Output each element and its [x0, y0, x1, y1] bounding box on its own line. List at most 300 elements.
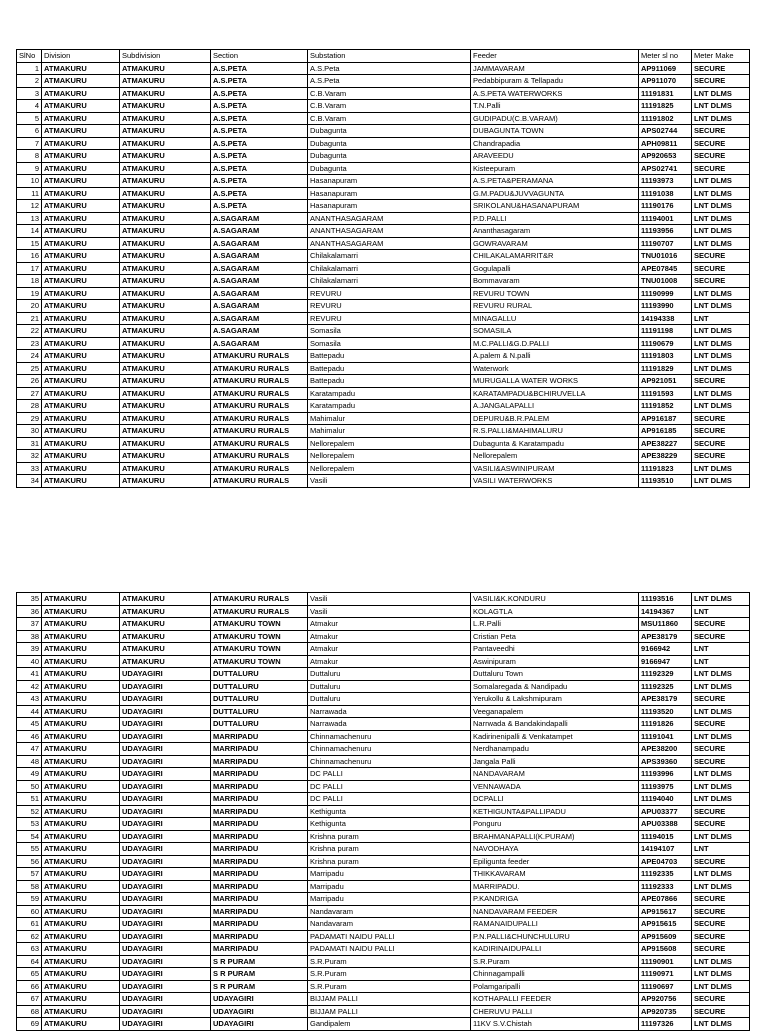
cell-meter-make: SECURE — [692, 375, 750, 388]
cell-feeder: Chandrapadia — [471, 137, 639, 150]
cell-section: UDAYAGIRI — [211, 1005, 308, 1018]
cell-feeder: T.N.Palli — [471, 100, 639, 113]
cell-feeder: Dubagunta & Karatampadu — [471, 437, 639, 450]
cell-feeder: KARATAMPADU&BCHIRUVELLA — [471, 387, 639, 400]
cell-meter-make: LNT — [692, 643, 750, 656]
cell-meter-sl-no: AP916185 — [639, 425, 692, 438]
cell-meter-sl-no: 11190176 — [639, 200, 692, 213]
cell-meter-make: SECURE — [692, 450, 750, 463]
cell-division: ATMAKURU — [42, 768, 120, 781]
cell-slno: 34 — [17, 475, 42, 488]
cell-meter-make: LNT DLMS — [692, 300, 750, 313]
cell-meter-make: LNT DLMS — [692, 112, 750, 125]
cell-meter-sl-no: 14194367 — [639, 605, 692, 618]
cell-subdivision: ATMAKURU — [120, 237, 211, 250]
cell-meter-make: SECURE — [692, 150, 750, 163]
meter-table-part-2 — [16, 592, 750, 1031]
table-row — [17, 668, 750, 681]
cell-subdivision: UDAYAGIRI — [120, 718, 211, 731]
cell-meter-sl-no: APU03388 — [639, 818, 692, 831]
cell-subdivision: ATMAKURU — [120, 450, 211, 463]
cell-division: ATMAKURU — [42, 830, 120, 843]
cell-subdivision: ATMAKURU — [120, 350, 211, 363]
cell-division: ATMAKURU — [42, 250, 120, 263]
cell-feeder: Pedabbipuram & Tellapadu — [471, 75, 639, 88]
cell-meter-make: SECURE — [692, 893, 750, 906]
table-row — [17, 918, 750, 931]
cell-subdivision: ATMAKURU — [120, 605, 211, 618]
cell-meter-make: SECURE — [692, 743, 750, 756]
cell-slno: 10 — [17, 175, 42, 188]
cell-feeder: NAVODHAYA — [471, 843, 639, 856]
cell-subdivision: ATMAKURU — [120, 312, 211, 325]
cell-feeder: VENNAWADA — [471, 780, 639, 793]
cell-division: ATMAKURU — [42, 237, 120, 250]
cell-section: A.S.PETA — [211, 150, 308, 163]
cell-meter-sl-no: APU03377 — [639, 805, 692, 818]
table-row — [17, 175, 750, 188]
cell-meter-sl-no: 11193520 — [639, 705, 692, 718]
cell-division: ATMAKURU — [42, 312, 120, 325]
cell-slno: 28 — [17, 400, 42, 413]
cell-meter-sl-no: APE38179 — [639, 693, 692, 706]
cell-section: ATMAKURU RURALS — [211, 362, 308, 375]
table-row — [17, 62, 750, 75]
cell-division: ATMAKURU — [42, 655, 120, 668]
cell-subdivision: ATMAKURU — [120, 150, 211, 163]
cell-slno: 39 — [17, 643, 42, 656]
cell-meter-sl-no: 11190901 — [639, 955, 692, 968]
cell-division: ATMAKURU — [42, 325, 120, 338]
cell-meter-sl-no: TNU01008 — [639, 275, 692, 288]
table-row — [17, 893, 750, 906]
cell-substation: Marripadu — [308, 880, 471, 893]
cell-slno: 30 — [17, 425, 42, 438]
table-row — [17, 980, 750, 993]
cell-subdivision: ATMAKURU — [120, 112, 211, 125]
cell-subdivision: ATMAKURU — [120, 175, 211, 188]
table-row — [17, 287, 750, 300]
cell-division: ATMAKURU — [42, 793, 120, 806]
cell-meter-make: SECURE — [692, 993, 750, 1006]
cell-subdivision: ATMAKURU — [120, 100, 211, 113]
cell-feeder: VASILI WATERWORKS — [471, 475, 639, 488]
cell-meter-sl-no: 11191198 — [639, 325, 692, 338]
cell-division: ATMAKURU — [42, 150, 120, 163]
cell-section: A.S.PETA — [211, 175, 308, 188]
cell-meter-sl-no: APE38227 — [639, 437, 692, 450]
cell-subdivision: ATMAKURU — [120, 250, 211, 263]
cell-meter-sl-no: AP921051 — [639, 375, 692, 388]
cell-section: ATMAKURU RURALS — [211, 593, 308, 606]
cell-section: MARRIPADU — [211, 780, 308, 793]
cell-section: MARRIPADU — [211, 768, 308, 781]
cell-slno: 13 — [17, 212, 42, 225]
cell-division: ATMAKURU — [42, 918, 120, 931]
cell-feeder: P.KANDRIGA — [471, 893, 639, 906]
cell-subdivision: ATMAKURU — [120, 162, 211, 175]
cell-division: ATMAKURU — [42, 400, 120, 413]
cell-division: ATMAKURU — [42, 475, 120, 488]
cell-meter-sl-no: 11191593 — [639, 387, 692, 400]
cell-subdivision: UDAYAGIRI — [120, 918, 211, 931]
cell-meter-make: SECURE — [692, 693, 750, 706]
cell-meter-make: LNT DLMS — [692, 680, 750, 693]
cell-slno: 33 — [17, 462, 42, 475]
cell-substation: S.R.Puram — [308, 980, 471, 993]
table-row — [17, 300, 750, 313]
cell-subdivision: ATMAKURU — [120, 425, 211, 438]
cell-division: ATMAKURU — [42, 187, 120, 200]
cell-substation: Hasanapuram — [308, 187, 471, 200]
cell-slno: 50 — [17, 780, 42, 793]
cell-meter-make: SECURE — [692, 718, 750, 731]
cell-division: ATMAKURU — [42, 868, 120, 881]
cell-subdivision: UDAYAGIRI — [120, 793, 211, 806]
cell-meter-sl-no: APE04703 — [639, 855, 692, 868]
cell-subdivision: ATMAKURU — [120, 287, 211, 300]
table-row — [17, 125, 750, 138]
cell-slno: 59 — [17, 893, 42, 906]
cell-feeder: KETHIGUNTA&PALLIPADU — [471, 805, 639, 818]
cell-substation: Krishna puram — [308, 855, 471, 868]
cell-meter-make: LNT DLMS — [692, 337, 750, 350]
table-row — [17, 112, 750, 125]
cell-meter-make: LNT DLMS — [692, 400, 750, 413]
cell-slno: 66 — [17, 980, 42, 993]
cell-slno: 60 — [17, 905, 42, 918]
cell-section: A.SAGARAM — [211, 262, 308, 275]
cell-section: ATMAKURU RURALS — [211, 350, 308, 363]
cell-section: MARRIPADU — [211, 730, 308, 743]
cell-substation: PADAMATI NAIDU PALLI — [308, 930, 471, 943]
cell-feeder: GUDIPADU(C.B.VARAM) — [471, 112, 639, 125]
cell-meter-make: LNT — [692, 605, 750, 618]
cell-subdivision: UDAYAGIRI — [120, 993, 211, 1006]
cell-slno: 6 — [17, 125, 42, 138]
cell-slno: 17 — [17, 262, 42, 275]
cell-division: ATMAKURU — [42, 425, 120, 438]
cell-slno: 20 — [17, 300, 42, 313]
cell-slno: 53 — [17, 818, 42, 831]
cell-meter-make: LNT DLMS — [692, 350, 750, 363]
cell-feeder: Gogulapalli — [471, 262, 639, 275]
cell-section: MARRIPADU — [211, 943, 308, 956]
cell-division: ATMAKURU — [42, 705, 120, 718]
cell-section: A.S.PETA — [211, 200, 308, 213]
cell-subdivision: ATMAKURU — [120, 437, 211, 450]
cell-substation: Gandipalem — [308, 1018, 471, 1031]
table-body-part-1 — [17, 62, 750, 487]
cell-subdivision: UDAYAGIRI — [120, 693, 211, 706]
cell-meter-sl-no: 11190971 — [639, 968, 692, 981]
cell-subdivision: ATMAKURU — [120, 655, 211, 668]
meter-table-part-1 — [16, 49, 750, 488]
cell-substation: Vasili — [308, 475, 471, 488]
cell-division: ATMAKURU — [42, 818, 120, 831]
cell-subdivision: ATMAKURU — [120, 275, 211, 288]
cell-meter-sl-no: 11191829 — [639, 362, 692, 375]
table-row — [17, 262, 750, 275]
cell-section: A.SAGARAM — [211, 312, 308, 325]
cell-meter-make: LNT DLMS — [692, 387, 750, 400]
table-row — [17, 412, 750, 425]
cell-slno: 51 — [17, 793, 42, 806]
cell-meter-make: SECURE — [692, 262, 750, 275]
cell-slno: 18 — [17, 275, 42, 288]
cell-division: ATMAKURU — [42, 75, 120, 88]
cell-meter-sl-no: 11193516 — [639, 593, 692, 606]
table-row — [17, 225, 750, 238]
cell-substation: Battepadu — [308, 375, 471, 388]
table-row — [17, 162, 750, 175]
cell-substation: REVURU — [308, 312, 471, 325]
cell-slno: 55 — [17, 843, 42, 856]
cell-division: ATMAKURU — [42, 375, 120, 388]
table-row — [17, 730, 750, 743]
cell-subdivision: UDAYAGIRI — [120, 680, 211, 693]
cell-feeder: SRIKOLANU&HASANAPURAM — [471, 200, 639, 213]
cell-subdivision: ATMAKURU — [120, 337, 211, 350]
cell-substation: Hasanapuram — [308, 200, 471, 213]
cell-substation: Chinnamachenuru — [308, 755, 471, 768]
cell-meter-sl-no: 11193990 — [639, 300, 692, 313]
cell-subdivision: UDAYAGIRI — [120, 843, 211, 856]
cell-feeder: M.C.PALLI&G.D.PALLI — [471, 337, 639, 350]
cell-meter-make: LNT DLMS — [692, 780, 750, 793]
cell-subdivision: ATMAKURU — [120, 200, 211, 213]
cell-slno: 52 — [17, 805, 42, 818]
cell-division: ATMAKURU — [42, 680, 120, 693]
cell-meter-sl-no: APE38179 — [639, 630, 692, 643]
cell-section: MARRIPADU — [211, 918, 308, 931]
cell-meter-sl-no: 11190679 — [639, 337, 692, 350]
cell-subdivision: UDAYAGIRI — [120, 968, 211, 981]
cell-subdivision: ATMAKURU — [120, 187, 211, 200]
cell-division: ATMAKURU — [42, 212, 120, 225]
header-substation: Substation — [308, 50, 471, 63]
cell-meter-make: SECURE — [692, 125, 750, 138]
cell-substation: Narrawada — [308, 718, 471, 731]
cell-meter-sl-no: 11194001 — [639, 212, 692, 225]
cell-section: A.SAGARAM — [211, 337, 308, 350]
cell-feeder: KOLAGTLA — [471, 605, 639, 618]
cell-section: A.S.PETA — [211, 62, 308, 75]
cell-substation: Somasila — [308, 337, 471, 350]
cell-section: ATMAKURU RURALS — [211, 462, 308, 475]
cell-section: UDAYAGIRI — [211, 993, 308, 1006]
cell-feeder: L.R.Palli — [471, 618, 639, 631]
table-row — [17, 643, 750, 656]
cell-subdivision: ATMAKURU — [120, 375, 211, 388]
cell-meter-sl-no: APS39360 — [639, 755, 692, 768]
cell-division: ATMAKURU — [42, 175, 120, 188]
cell-division: ATMAKURU — [42, 200, 120, 213]
cell-section: ATMAKURU RURALS — [211, 425, 308, 438]
table-row — [17, 743, 750, 756]
cell-slno: 49 — [17, 768, 42, 781]
cell-division: ATMAKURU — [42, 880, 120, 893]
cell-division: ATMAKURU — [42, 630, 120, 643]
cell-section: DUTTALURU — [211, 693, 308, 706]
cell-meter-sl-no: 11191826 — [639, 718, 692, 731]
cell-feeder: Polamgaripalli — [471, 980, 639, 993]
cell-section: ATMAKURU TOWN — [211, 618, 308, 631]
header-row — [17, 50, 750, 63]
cell-meter-make: SECURE — [692, 943, 750, 956]
cell-meter-sl-no: AP920756 — [639, 993, 692, 1006]
cell-feeder: REVURU RURAL — [471, 300, 639, 313]
table-row — [17, 387, 750, 400]
cell-substation: Narrawada — [308, 705, 471, 718]
cell-feeder: S.R.Puram — [471, 955, 639, 968]
table-row — [17, 250, 750, 263]
cell-substation: Atmakur — [308, 655, 471, 668]
cell-division: ATMAKURU — [42, 893, 120, 906]
cell-subdivision: ATMAKURU — [120, 412, 211, 425]
cell-substation: Atmakur — [308, 618, 471, 631]
cell-meter-make: LNT DLMS — [692, 462, 750, 475]
cell-slno: 37 — [17, 618, 42, 631]
cell-meter-make: LNT DLMS — [692, 200, 750, 213]
cell-subdivision: ATMAKURU — [120, 75, 211, 88]
cell-section: MARRIPADU — [211, 755, 308, 768]
cell-slno: 61 — [17, 918, 42, 931]
cell-feeder: Kisteepuram — [471, 162, 639, 175]
cell-division: ATMAKURU — [42, 993, 120, 1006]
cell-feeder: VASILI&K.KONDURU — [471, 593, 639, 606]
cell-subdivision: ATMAKURU — [120, 362, 211, 375]
cell-slno: 68 — [17, 1005, 42, 1018]
table-row — [17, 450, 750, 463]
cell-substation: A.S.Peta — [308, 75, 471, 88]
cell-division: ATMAKURU — [42, 462, 120, 475]
cell-subdivision: ATMAKURU — [120, 62, 211, 75]
cell-feeder: Veeganapalem — [471, 705, 639, 718]
cell-division: ATMAKURU — [42, 780, 120, 793]
table-body-part-2 — [17, 593, 750, 1031]
cell-subdivision: UDAYAGIRI — [120, 755, 211, 768]
cell-substation: Chinnamachenuru — [308, 743, 471, 756]
cell-division: ATMAKURU — [42, 905, 120, 918]
table-row — [17, 818, 750, 831]
cell-slno: 1 — [17, 62, 42, 75]
cell-section: ATMAKURU RURALS — [211, 387, 308, 400]
cell-division: ATMAKURU — [42, 743, 120, 756]
cell-meter-sl-no: 11194040 — [639, 793, 692, 806]
cell-slno: 45 — [17, 718, 42, 731]
cell-feeder: P.N.PALLI&CHUNCHULURU — [471, 930, 639, 943]
cell-substation: Chilakalamarri — [308, 262, 471, 275]
cell-meter-make: SECURE — [692, 275, 750, 288]
cell-substation: Somasila — [308, 325, 471, 338]
cell-section: DUTTALURU — [211, 680, 308, 693]
cell-meter-sl-no: 11191852 — [639, 400, 692, 413]
cell-subdivision: UDAYAGIRI — [120, 830, 211, 843]
table-row — [17, 1005, 750, 1018]
cell-meter-sl-no: 11191803 — [639, 350, 692, 363]
cell-meter-sl-no: AP911069 — [639, 62, 692, 75]
cell-meter-sl-no: AP915608 — [639, 943, 692, 956]
cell-slno: 2 — [17, 75, 42, 88]
cell-feeder: Nellorepalem — [471, 450, 639, 463]
cell-section: MARRIPADU — [211, 905, 308, 918]
cell-substation: Battepadu — [308, 350, 471, 363]
table-row — [17, 768, 750, 781]
cell-division: ATMAKURU — [42, 930, 120, 943]
cell-subdivision: ATMAKURU — [120, 387, 211, 400]
cell-meter-sl-no: 11193956 — [639, 225, 692, 238]
cell-meter-sl-no: APE38200 — [639, 743, 692, 756]
cell-subdivision: UDAYAGIRI — [120, 930, 211, 943]
cell-subdivision: UDAYAGIRI — [120, 1018, 211, 1031]
cell-meter-sl-no: AP915615 — [639, 918, 692, 931]
cell-slno: 11 — [17, 187, 42, 200]
cell-slno: 57 — [17, 868, 42, 881]
cell-substation: ANANTHASAGARAM — [308, 237, 471, 250]
cell-meter-sl-no: TNU01016 — [639, 250, 692, 263]
cell-section: A.S.PETA — [211, 187, 308, 200]
cell-slno: 29 — [17, 412, 42, 425]
cell-feeder: DCPALLI — [471, 793, 639, 806]
cell-substation: Chilakalamarri — [308, 275, 471, 288]
cell-meter-sl-no: 11197326 — [639, 1018, 692, 1031]
cell-section: A.SAGARAM — [211, 250, 308, 263]
cell-section: UDAYAGIRI — [211, 1018, 308, 1031]
cell-subdivision: UDAYAGIRI — [120, 768, 211, 781]
cell-substation: Duttaluru — [308, 668, 471, 681]
cell-feeder: A.S.PETA&PERAMANA — [471, 175, 639, 188]
table-row — [17, 943, 750, 956]
cell-meter-sl-no: 11194015 — [639, 830, 692, 843]
cell-feeder: Ananthasagaram — [471, 225, 639, 238]
header-slno: SlNo — [17, 50, 42, 63]
cell-division: ATMAKURU — [42, 450, 120, 463]
table-row — [17, 75, 750, 88]
table-row — [17, 693, 750, 706]
cell-feeder: Epiligunta feeder — [471, 855, 639, 868]
cell-subdivision: ATMAKURU — [120, 125, 211, 138]
cell-meter-sl-no: 11192335 — [639, 868, 692, 881]
cell-meter-sl-no: 11191823 — [639, 462, 692, 475]
cell-division: ATMAKURU — [42, 855, 120, 868]
cell-feeder: A.S.PETA WATERWORKS — [471, 87, 639, 100]
cell-slno: 65 — [17, 968, 42, 981]
cell-subdivision: UDAYAGIRI — [120, 980, 211, 993]
table-row — [17, 212, 750, 225]
cell-meter-sl-no: 11191825 — [639, 100, 692, 113]
cell-meter-make: LNT DLMS — [692, 87, 750, 100]
cell-substation: BIJJAM PALLI — [308, 993, 471, 1006]
cell-meter-sl-no: AP920735 — [639, 1005, 692, 1018]
cell-feeder: R.S.PALLI&MAHIMALURU — [471, 425, 639, 438]
table-row — [17, 462, 750, 475]
cell-section: A.SAGARAM — [211, 212, 308, 225]
cell-meter-make: LNT DLMS — [692, 980, 750, 993]
cell-slno: 32 — [17, 450, 42, 463]
cell-meter-make: SECURE — [692, 75, 750, 88]
table-row — [17, 375, 750, 388]
cell-feeder: ARAVEEDU — [471, 150, 639, 163]
cell-subdivision: UDAYAGIRI — [120, 705, 211, 718]
cell-substation: ANANTHASAGARAM — [308, 212, 471, 225]
cell-substation: Nandavaram — [308, 918, 471, 931]
cell-meter-sl-no: 11191802 — [639, 112, 692, 125]
cell-division: ATMAKURU — [42, 605, 120, 618]
cell-feeder: MINAGALLU — [471, 312, 639, 325]
cell-meter-make: LNT DLMS — [692, 730, 750, 743]
cell-slno: 8 — [17, 150, 42, 163]
